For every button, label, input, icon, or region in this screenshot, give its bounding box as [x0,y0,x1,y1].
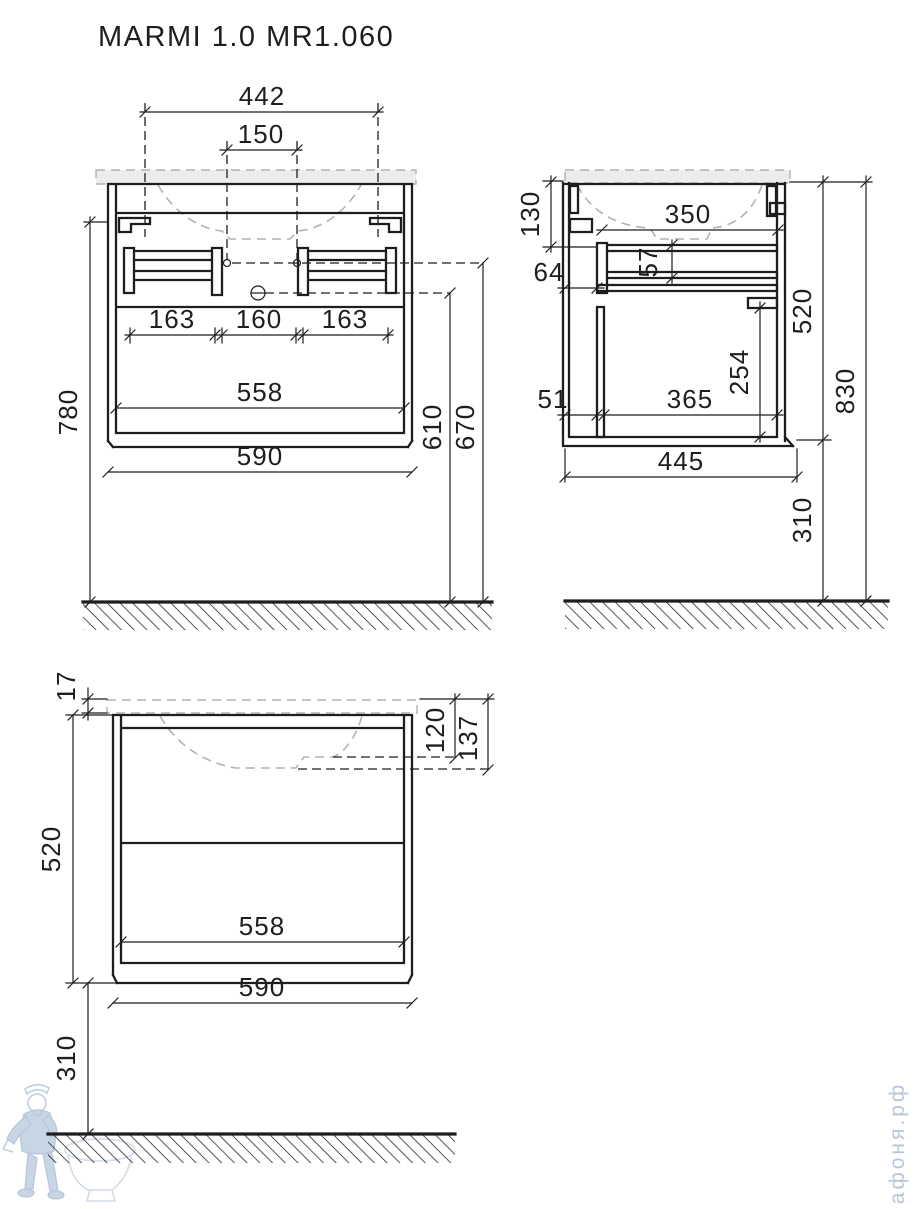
dim-side-body-height: 520 [787,287,817,335]
dim-side-front-gap-top: 64 [533,257,565,287]
dim-front-seg-center: 160 [235,304,283,334]
dim-bottom-countertop-thickness: 17 [51,670,81,702]
dim-front-outer-width: 590 [236,441,284,471]
dim-bottom-outer-width: 590 [238,972,286,1002]
dim-side-top-offset: 130 [515,190,545,238]
dim-bottom-sink-offset-2: 137 [453,714,483,762]
dim-side-bracket-height: 254 [724,348,754,396]
dim-side-floor-clearance: 310 [787,496,817,544]
side-countertop [565,170,790,183]
dim-front-height-brackets: 670 [450,403,480,451]
bottom-sink-hidden-outline [160,716,362,768]
front-dimension-lines [84,112,483,602]
dim-bottom-floor-clearance: 310 [51,1034,81,1082]
dim-front-width-top: 442 [238,81,286,111]
watermark-site-text: афоня.рф [886,1081,909,1205]
front-screw-hole-left [224,260,231,267]
front-reference-dashed-lines [145,103,483,293]
front-floor-hatch [83,603,492,630]
dim-front-faucet-spacing: 150 [237,119,285,149]
front-mounting-brackets [119,218,401,295]
dim-front-inner-width: 558 [236,377,284,407]
dim-bottom-body-height: 520 [36,825,66,873]
bottom-view [36,671,494,1163]
bottom-cabinet-outline [113,715,412,983]
dim-side-inner-depth: 365 [666,384,714,414]
dim-front-height-drain: 610 [417,403,447,451]
dim-side-rail-height: 57 [633,246,663,278]
front-view [53,81,492,630]
dim-bottom-inner-width: 558 [238,911,286,941]
dim-side-outer-depth: 445 [657,446,705,476]
side-floor-hatch [565,602,888,629]
dim-bottom-sink-offset-1: 120 [420,706,450,754]
dim-front-seg-right: 163 [321,304,369,334]
bottom-floor-hatch [48,1135,455,1163]
front-countertop [96,170,416,184]
dim-side-sink-depth: 350 [664,199,712,229]
dim-front-seg-left: 163 [148,304,196,334]
bottom-countertop-hidden [107,700,417,713]
drawing-title: MARMI 1.0 MR1.060 [98,21,395,53]
dim-side-total-height: 830 [830,367,860,415]
dim-front-height-total: 780 [53,388,83,436]
side-view [515,170,888,629]
dim-side-front-gap-bottom: 51 [537,384,569,414]
